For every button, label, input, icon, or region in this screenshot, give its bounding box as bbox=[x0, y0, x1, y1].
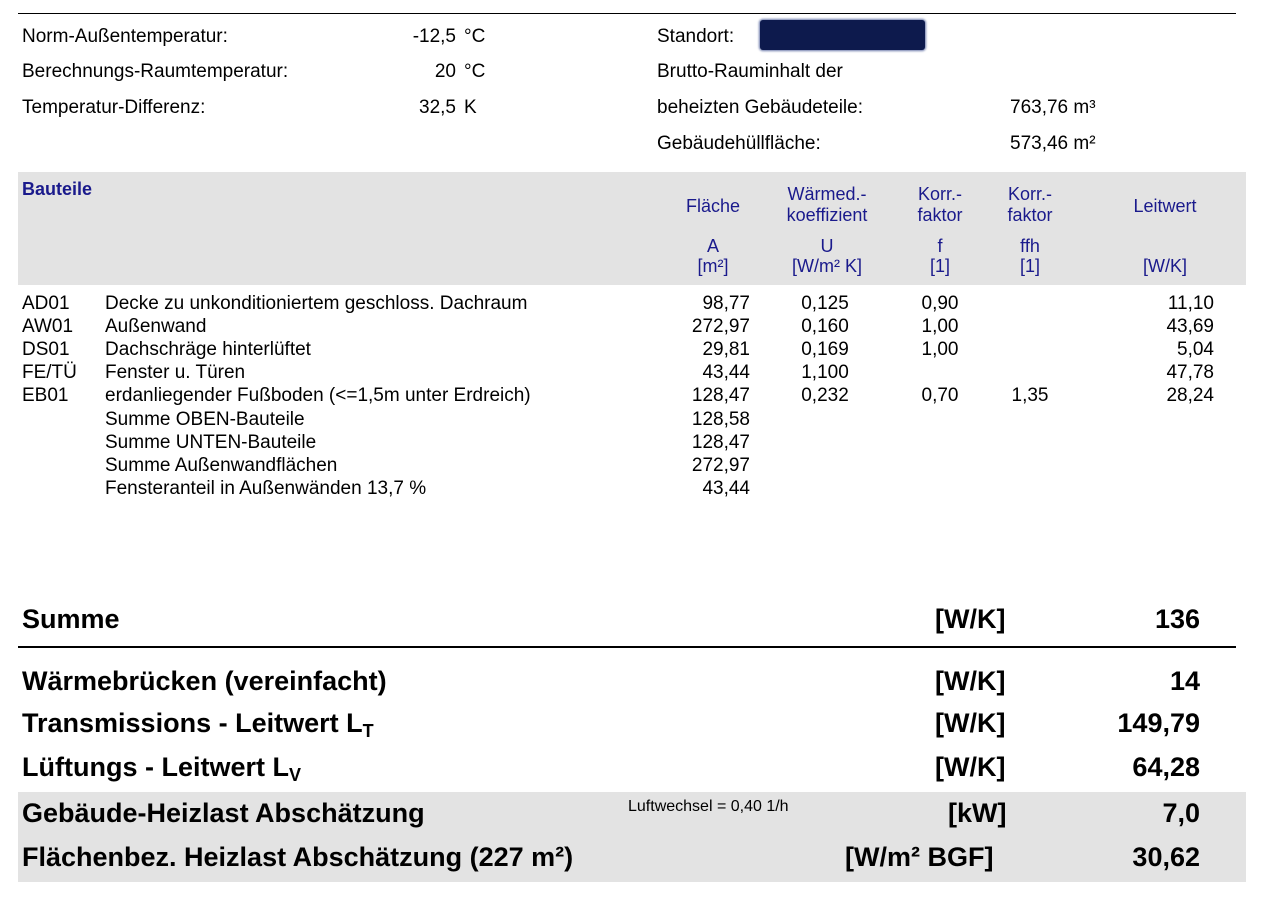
huell-value: 573,46 m² bbox=[1010, 133, 1096, 154]
lueftungs-label bbox=[22, 751, 301, 791]
transmissions-label bbox=[22, 707, 374, 747]
lueftungs-value: 64,28 bbox=[1132, 752, 1200, 782]
header-korr1-sym: f bbox=[937, 236, 943, 256]
redacted-location-block bbox=[760, 20, 925, 50]
row-name: Summe Außenwandflächen bbox=[105, 454, 338, 476]
header-waermed-2: koeffizient bbox=[786, 205, 868, 225]
row-leitwert: 28,24 bbox=[1166, 385, 1214, 407]
brutto-label-1: Brutto-Rauminhalt der bbox=[657, 61, 843, 82]
transmissions-label-sub: T bbox=[362, 721, 374, 741]
summary-rule bbox=[18, 646, 1236, 648]
row-area: 29,81 bbox=[702, 339, 750, 361]
waermebruecken-label: Wärmebrücken (vereinfacht) bbox=[22, 666, 387, 696]
info-value-raum: 20 bbox=[434, 61, 456, 82]
row-area: 272,97 bbox=[691, 454, 750, 476]
row-f-value: 1,00 bbox=[921, 316, 959, 338]
info-label-norm: Norm-Außentemperatur: bbox=[22, 26, 228, 47]
waermebruecken-unit: [W/K] bbox=[935, 666, 1006, 696]
row-ffh-value: 1,35 bbox=[1011, 385, 1049, 407]
info-unit-norm: °C bbox=[464, 26, 486, 47]
standort-label: Standort: bbox=[657, 26, 735, 47]
row-code: AW01 bbox=[22, 316, 74, 338]
header-bauteile: Bauteile bbox=[22, 179, 93, 199]
row-u-value: 0,160 bbox=[801, 316, 849, 338]
header-leitwert: Leitwert bbox=[1133, 196, 1197, 216]
row-name: erdanliegender Fußboden (<=1,5m unter Erdreich) bbox=[105, 385, 531, 407]
header-korr2-unit: [1] bbox=[1019, 256, 1040, 276]
info-value-diff: 32,5 bbox=[419, 97, 456, 118]
row-u-value: 0,232 bbox=[801, 385, 849, 407]
transmissions-value: 149,79 bbox=[1117, 708, 1200, 738]
row-name: Außenwand bbox=[105, 316, 207, 338]
row-area: 98,77 bbox=[702, 293, 750, 314]
header-korr2-sym: ffh bbox=[1020, 236, 1040, 256]
info-label-raum: Berechnungs-Raumtemperatur: bbox=[22, 61, 289, 82]
huell-label: Gebäudehüllfläche: bbox=[657, 133, 821, 154]
row-area: 43,44 bbox=[702, 477, 750, 499]
row-leitwert: 11,10 bbox=[1167, 293, 1214, 314]
row-code: DS01 bbox=[22, 339, 70, 361]
row-name: Dachschräge hinterlüftet bbox=[105, 339, 311, 361]
info-unit-raum: °C bbox=[464, 61, 486, 82]
lueftungs-label-text: Lüftungs - Leitwert L bbox=[22, 752, 289, 782]
heizlast-value: 7,0 bbox=[1162, 798, 1200, 828]
header-korr1-2: faktor bbox=[917, 205, 963, 225]
header-korr2-1: Korr.- bbox=[1007, 184, 1052, 204]
summe-unit: [W/K] bbox=[935, 604, 1006, 634]
row-u-value: 1,100 bbox=[801, 362, 849, 384]
header-flaeche-unit: [m²] bbox=[697, 256, 729, 276]
info-unit-diff: K bbox=[464, 97, 477, 118]
lueftungs-unit: [W/K] bbox=[935, 752, 1006, 782]
top-rule bbox=[18, 13, 1236, 14]
row-name: Fenster u. Türen bbox=[105, 362, 246, 384]
transmissions-unit: [W/K] bbox=[935, 708, 1006, 738]
row-area: 272,97 bbox=[691, 316, 750, 338]
row-name: Decke zu unkonditioniertem geschloss. Dachraum bbox=[105, 293, 528, 314]
row-name: Fensteranteil in Außenwänden 13,7 % bbox=[105, 477, 427, 499]
heizlast-unit: [kW] bbox=[948, 798, 1007, 828]
header-korr2-2: faktor bbox=[1007, 205, 1053, 225]
row-f-value: 0,90 bbox=[921, 293, 959, 314]
header-waermed-1: Wärmed.- bbox=[787, 184, 867, 204]
row-code: AD01 bbox=[22, 293, 70, 314]
row-code: EB01 bbox=[22, 385, 69, 407]
row-area: 43,44 bbox=[702, 362, 750, 384]
header-waermed-sym: U bbox=[820, 236, 834, 256]
brutto-value: 763,76 m³ bbox=[1010, 97, 1096, 118]
row-area: 128,47 bbox=[691, 385, 750, 407]
header-flaeche: Fläche bbox=[685, 196, 741, 216]
row-f-value: 0,70 bbox=[921, 385, 959, 407]
row-leitwert: 5,04 bbox=[1177, 339, 1214, 361]
row-u-value: 0,169 bbox=[801, 339, 849, 361]
luftwechsel-note: Luftwechsel = 0,40 1/h bbox=[628, 798, 789, 815]
row-u-value: 0,125 bbox=[801, 293, 849, 314]
row-area: 128,47 bbox=[691, 431, 750, 453]
header-korr1-1: Korr.- bbox=[917, 184, 962, 204]
info-value-norm: -12,5 bbox=[412, 26, 456, 47]
flaechenheizlast-unit: [W/m² BGF] bbox=[845, 842, 994, 872]
row-leitwert: 43,69 bbox=[1166, 316, 1214, 338]
summe-value: 136 bbox=[1154, 604, 1200, 634]
header-leitwert-unit: [W/K] bbox=[1143, 256, 1187, 276]
row-name: Summe UNTEN-Bauteile bbox=[105, 431, 317, 453]
transmissions-label-text: Transmissions - Leitwert L bbox=[22, 708, 363, 738]
row-code: FE/TÜ bbox=[22, 362, 77, 384]
info-label-diff: Temperatur-Differenz: bbox=[22, 97, 206, 118]
row-name: Summe OBEN-Bauteile bbox=[105, 408, 305, 430]
heizlast-label: Gebäude-Heizlast Abschätzung bbox=[22, 798, 425, 828]
flaechenheizlast-label: Flächenbez. Heizlast Abschätzung (227 m²) bbox=[22, 842, 574, 872]
summe-label: Summe bbox=[22, 604, 120, 634]
waermebruecken-value: 14 bbox=[1169, 666, 1200, 696]
header-korr1-unit: [1] bbox=[929, 256, 950, 276]
brutto-label-2: beheizten Gebäudeteile: bbox=[657, 97, 863, 118]
header-waermed-unit: [W/m² K] bbox=[792, 256, 862, 276]
row-area: 128,58 bbox=[691, 408, 750, 430]
flaechenheizlast-value: 30,62 bbox=[1132, 842, 1200, 872]
header-flaeche-sym: A bbox=[706, 236, 719, 256]
lueftungs-label-sub: V bbox=[288, 765, 301, 785]
row-f-value: 1,00 bbox=[921, 339, 959, 361]
row-leitwert: 47,78 bbox=[1166, 362, 1214, 384]
